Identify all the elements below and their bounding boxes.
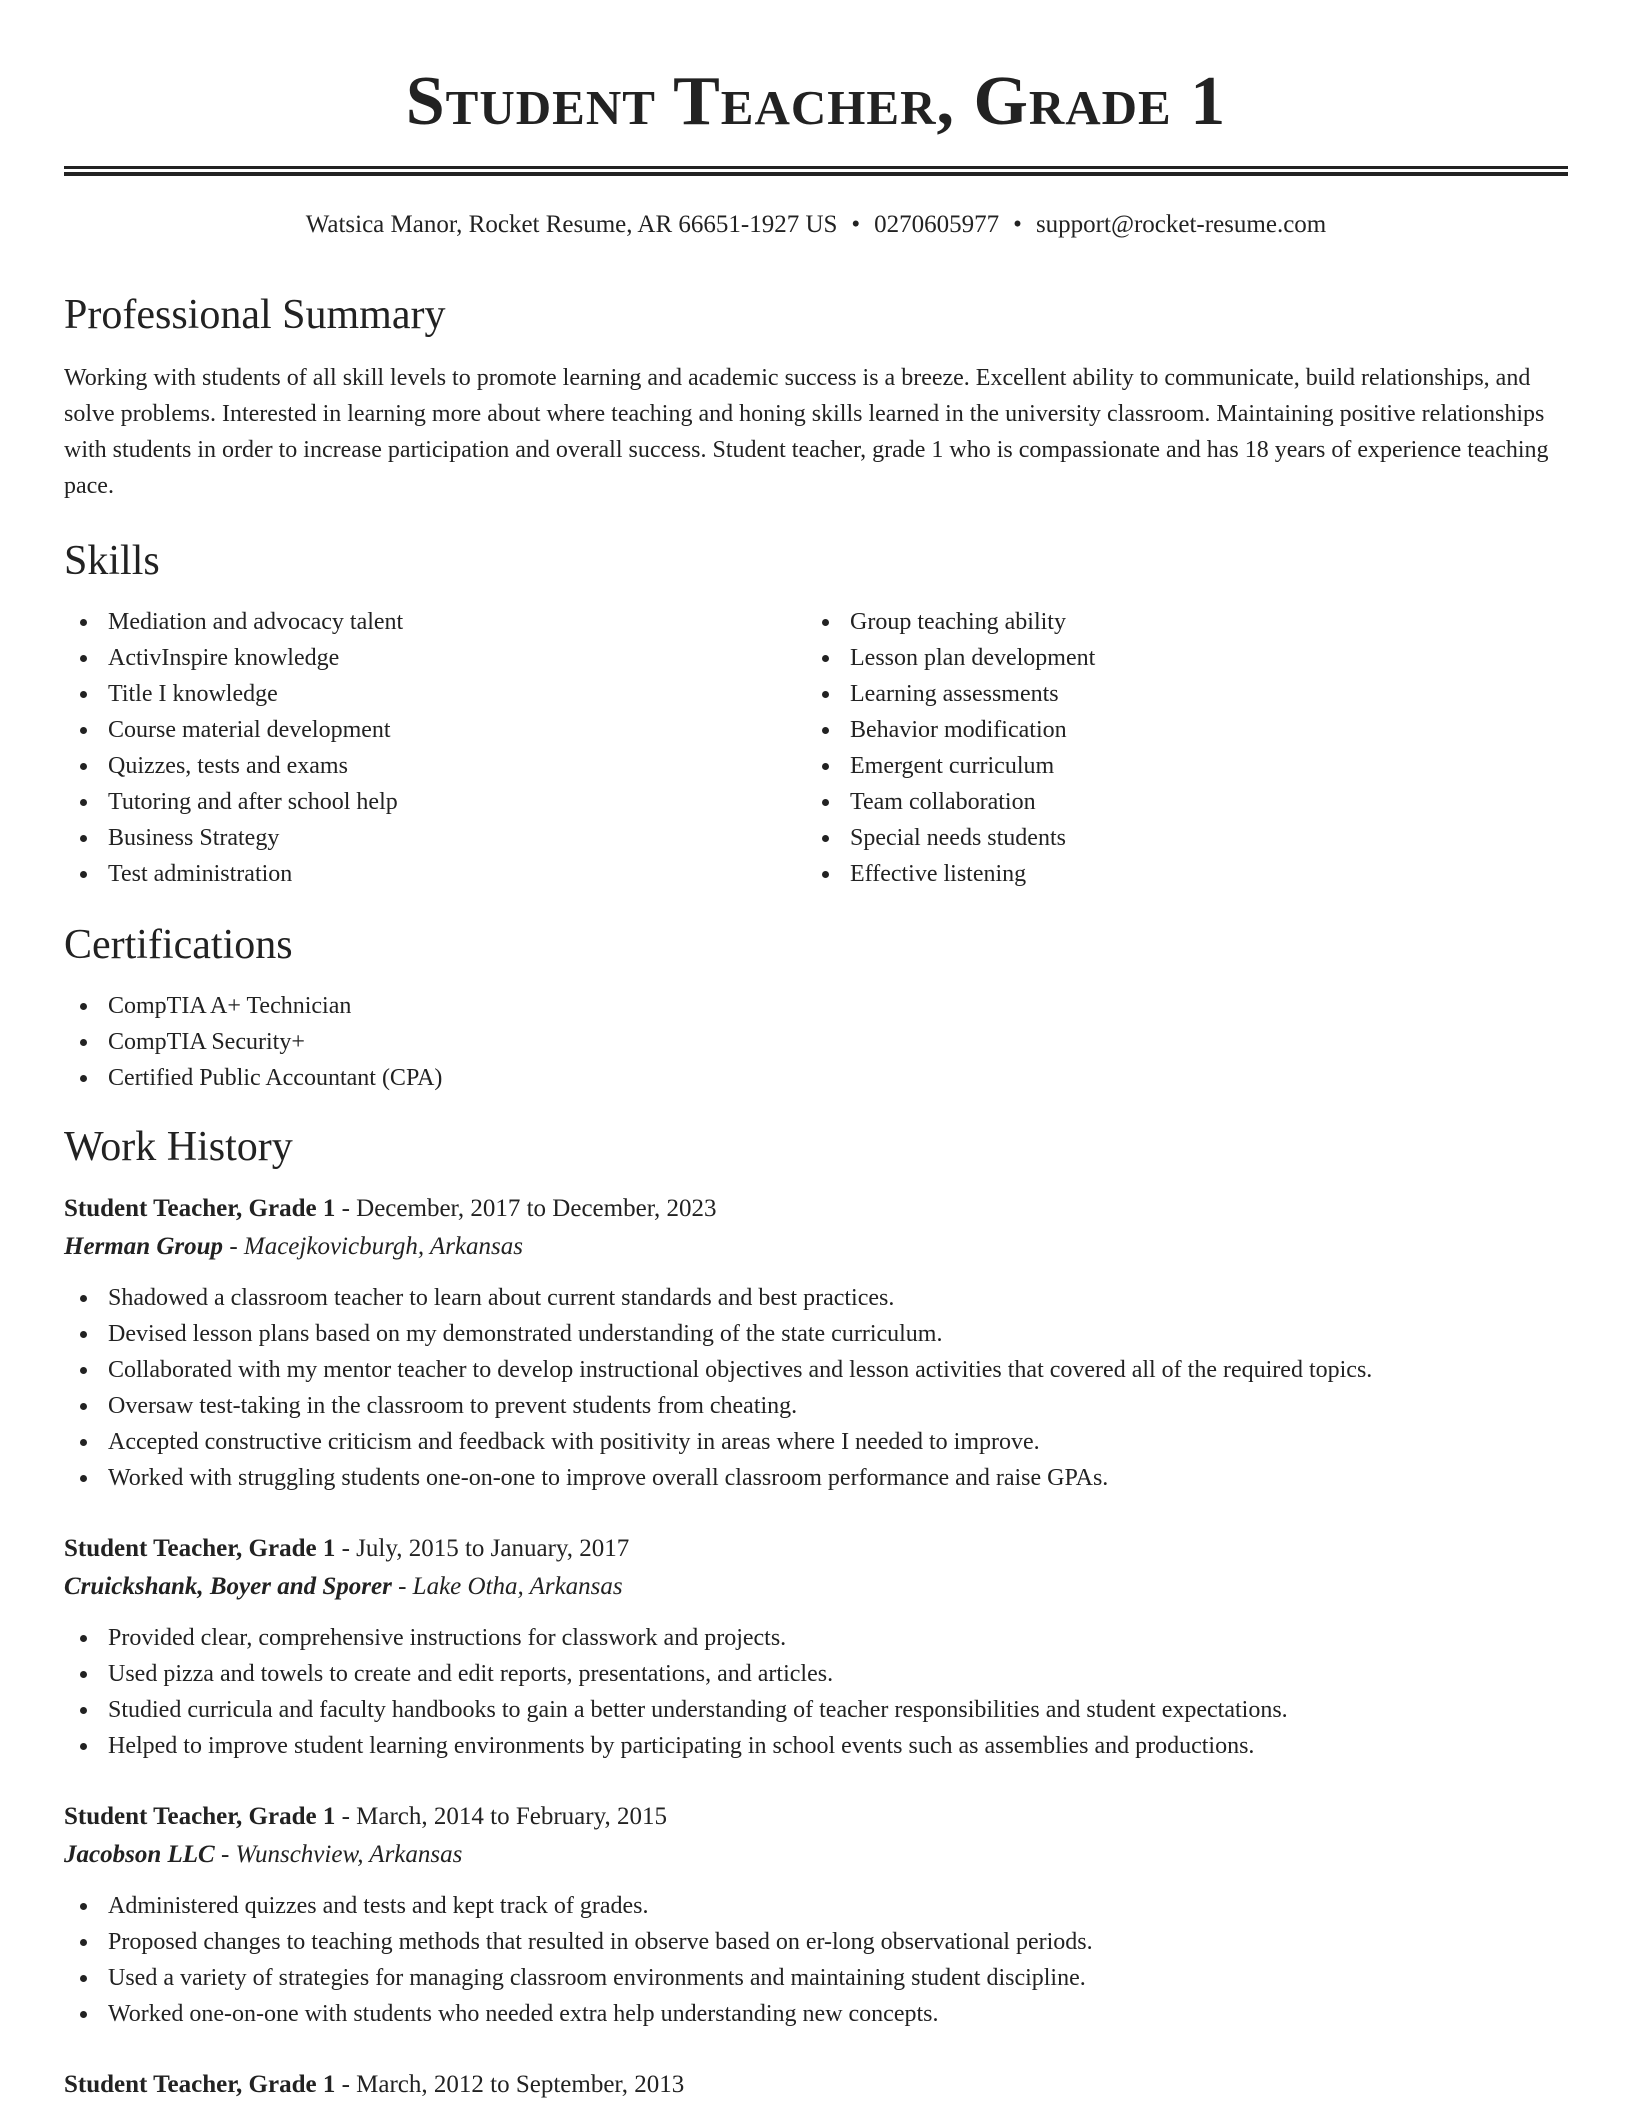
job-dates: - March, 2012 to September, 2013	[335, 2071, 685, 2098]
section-title-work-history: Work History	[64, 1124, 293, 1170]
job-role: Student Teacher, Grade 1	[64, 1803, 336, 1830]
skill-item: Team collaboration	[806, 784, 1548, 820]
job-header	[64, 1798, 1568, 1836]
job-location: - Macejkovicburgh, Arkansas	[223, 1233, 523, 1260]
job-location: - Wunschview, Arkansas	[214, 1841, 463, 1868]
contact-separator: •	[1013, 211, 1022, 238]
skills-column-left	[64, 604, 806, 892]
contact-line	[64, 210, 1568, 240]
job-header	[64, 1190, 1568, 1228]
section-title-certifications: Certifications	[64, 922, 293, 968]
job-duty-item: Administered quizzes and tests and kept track of grades.	[64, 1888, 1568, 1924]
work-history-section	[64, 1122, 1568, 2104]
section-title-skills: Skills	[64, 538, 160, 584]
job-company: Jacobson LLC	[64, 1841, 215, 1868]
job-duties-list	[64, 1280, 1568, 1496]
job-duty-item: Helped to improve student learning environments by participating in school events such as assemblies and productions.	[64, 1728, 1568, 1764]
skill-item: Course material development	[64, 712, 806, 748]
job-duties-list	[64, 1888, 1568, 2032]
certifications-section	[64, 920, 1568, 1096]
job-employer	[64, 1228, 1568, 1266]
certification-item: CompTIA A+ Technician	[64, 988, 1568, 1024]
job-duty-item: Accepted constructive criticism and feedback with positivity in areas where I needed to improve.	[64, 1424, 1568, 1460]
skills-column-right	[806, 604, 1548, 892]
job-header	[64, 1530, 1568, 1568]
contact-email: support@rocket-resume.com	[1035, 211, 1327, 238]
job-duty-item: Studied curricula and faculty handbooks to gain a better understanding of teacher responsibilities and student expectations.	[64, 1692, 1568, 1728]
skills-section	[64, 536, 1568, 892]
professional-summary-section	[64, 290, 1568, 504]
job-duties-list	[64, 1620, 1568, 1764]
job-role: Student Teacher, Grade 1	[64, 1195, 336, 1222]
certification-item: Certified Public Accountant (CPA)	[64, 1060, 1568, 1096]
job-entry	[64, 2066, 1568, 2104]
skill-item: Special needs students	[806, 820, 1548, 856]
skill-item: Learning assessments	[806, 676, 1548, 712]
job-dates: - March, 2014 to February, 2015	[335, 1803, 667, 1830]
job-duty-item: Used a variety of strategies for managing classroom environments and maintaining student discipline.	[64, 1960, 1568, 1996]
job-dates: - July, 2015 to January, 2017	[335, 1535, 630, 1562]
section-title-summary: Professional Summary	[64, 292, 446, 338]
certification-item: CompTIA Security+	[64, 1024, 1568, 1060]
job-header	[64, 2066, 1568, 2104]
summary-text: Working with students of all skill levels to promote learning and academic success is a breeze. Excellent ability to communicate, build relationships, and solve problems. Interested in learning more about where teaching and honing skills learned in the university classroom. Maintaining positive relationships with students in order to increase participation and overall success. Student teacher, grade 1 who is compassionate and has 18 years of experience teaching pace.	[64, 365, 1549, 499]
job-duty-item: Devised lesson plans based on my demonstrated understanding of the state curriculum.	[64, 1316, 1568, 1352]
contact-address: Watsica Manor, Rocket Resume, AR 66651-1927 US	[305, 211, 838, 238]
job-employer	[64, 1836, 1568, 1874]
job-duty-item: Provided clear, comprehensive instructions for classwork and projects.	[64, 1620, 1568, 1656]
job-duty-item: Shadowed a classroom teacher to learn about current standards and best practices.	[64, 1280, 1568, 1316]
certifications-list	[64, 988, 1568, 1096]
skills-list-left	[64, 604, 806, 892]
job-employer	[64, 1568, 1568, 1606]
skill-item: Group teaching ability	[806, 604, 1548, 640]
job-role: Student Teacher, Grade 1	[64, 1535, 336, 1562]
job-company: Herman Group	[64, 1233, 224, 1260]
job-role: Student Teacher, Grade 1	[64, 2071, 336, 2098]
skill-item: Test administration	[64, 856, 806, 892]
job-duty-item: Used pizza and towels to create and edit reports, presentations, and articles.	[64, 1656, 1568, 1692]
skill-item: Tutoring and after school help	[64, 784, 806, 820]
job-entry	[64, 1798, 1568, 2032]
skill-item: Mediation and advocacy talent	[64, 604, 806, 640]
resume-name: Student Teacher, Grade 1	[405, 63, 1227, 140]
job-duty-item: Oversaw test-taking in the classroom to prevent students from cheating.	[64, 1388, 1568, 1424]
skill-item: Quizzes, tests and exams	[64, 748, 806, 784]
skill-item: Lesson plan development	[806, 640, 1548, 676]
job-dates: - December, 2017 to December, 2023	[335, 1195, 717, 1222]
job-company: Cruickshank, Boyer and Sporer	[64, 1573, 392, 1600]
skill-item: ActivInspire knowledge	[64, 640, 806, 676]
skill-item: Effective listening	[806, 856, 1548, 892]
job-entry	[64, 1530, 1568, 1764]
job-entry	[64, 1190, 1568, 1496]
skill-item: Behavior modification	[806, 712, 1548, 748]
job-location: - Lake Otha, Arkansas	[391, 1573, 623, 1600]
job-duty-item: Worked one-on-one with students who needed extra help understanding new concepts.	[64, 1996, 1568, 2032]
job-duty-item: Worked with struggling students one-on-one to improve overall classroom performance and raise GPAs.	[64, 1460, 1568, 1496]
skill-item: Business Strategy	[64, 820, 806, 856]
skill-item: Emergent curriculum	[806, 748, 1548, 784]
skills-grid	[64, 604, 1568, 892]
skill-item: Title I knowledge	[64, 676, 806, 712]
contact-phone: 0270605977	[874, 211, 1000, 238]
header-double-rule	[64, 166, 1568, 176]
job-duty-item: Proposed changes to teaching methods that resulted in observe based on er-long observational periods.	[64, 1924, 1568, 1960]
skills-list-right	[806, 604, 1548, 892]
job-duty-item: Collaborated with my mentor teacher to develop instructional objectives and lesson activities that covered all of the required topics.	[64, 1352, 1568, 1388]
contact-separator: •	[851, 211, 861, 238]
